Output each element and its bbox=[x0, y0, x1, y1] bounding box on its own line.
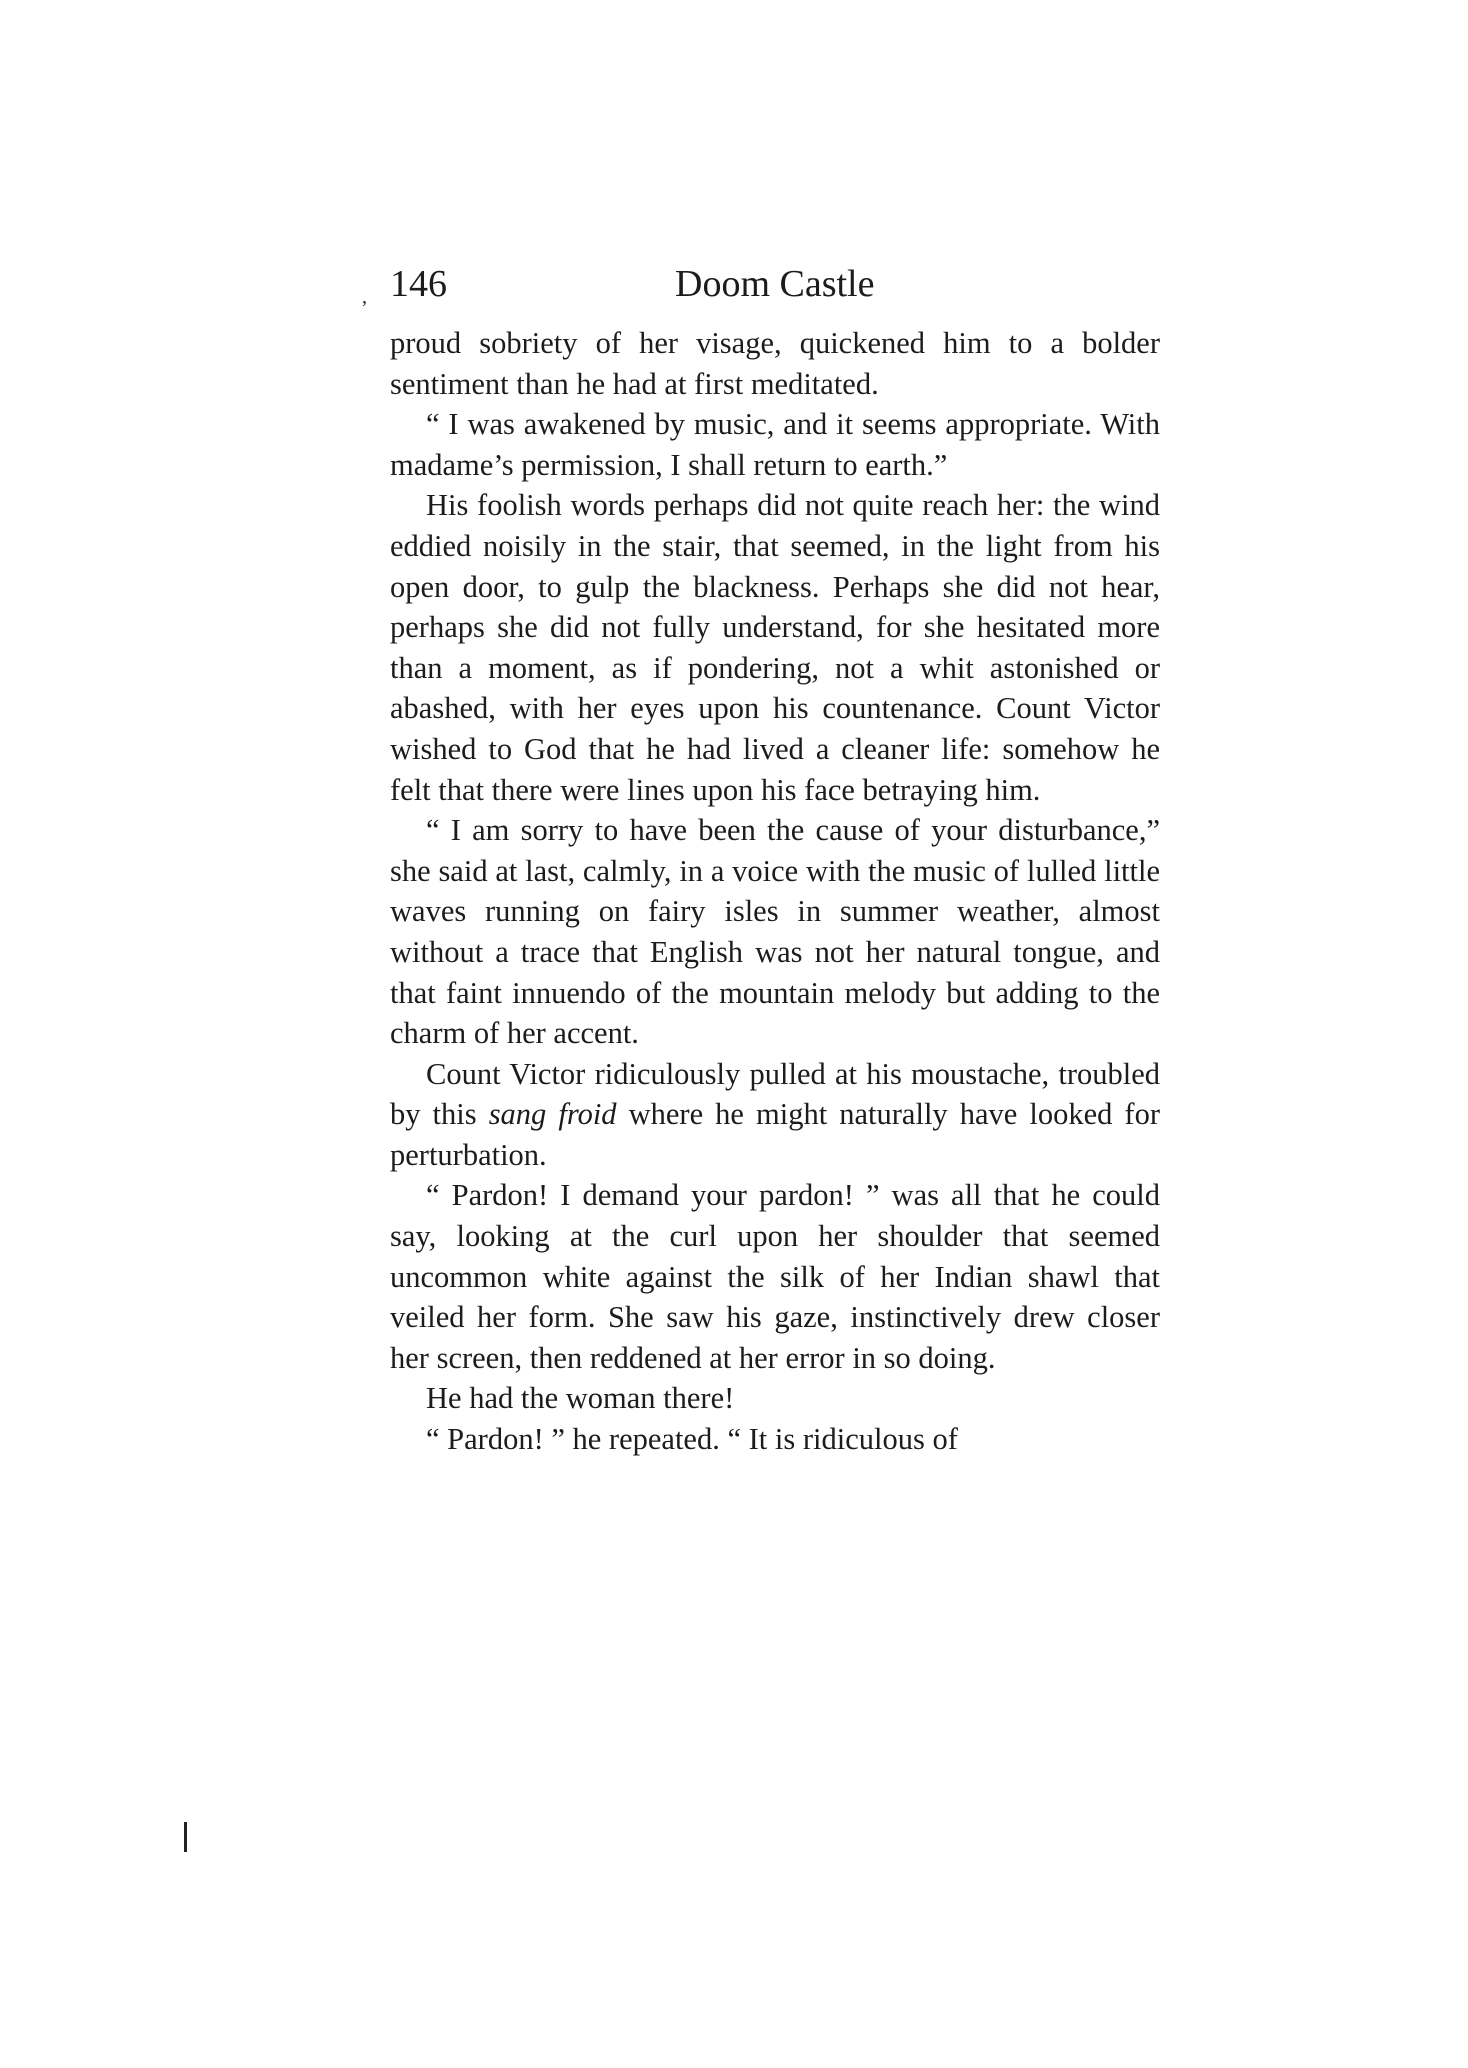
body-text bbox=[390, 323, 1160, 1460]
paragraph-4: “ I am sorry to have been the cause of your disturbance,” she said at last, calmly, in a voice with the music of lulled little waves running on fairy isles in summer weather, almost without a trace that English was not her natural tongue, and that faint innuendo of the mountain melody but adding to the charm of her accent. bbox=[390, 813, 1160, 1051]
paragraph-7: He had the woman there! bbox=[426, 1381, 735, 1416]
margin-bar-mark bbox=[184, 1822, 187, 1852]
paragraph-8: “ Pardon! ” he repeated. “ It is ridiculous of bbox=[426, 1422, 958, 1457]
paragraph-3: His foolish words perhaps did not quite reach her: the wind eddied noisily in the stair, that seemed, in the light from his open door, to gulp the blackness. Perhaps she did not hear, perhaps she did not fully understand, for she hesitated more than a moment, as if pondering, not a whit astonished or abashed, with her eyes upon his countenance. Count Victor wished to God that he had lived a cleaner life: somehow he felt that there were lines upon his face betraying him. bbox=[390, 488, 1160, 807]
italic-phrase: sang froid bbox=[488, 1097, 617, 1132]
page-header bbox=[390, 262, 1160, 322]
paragraph-5 bbox=[390, 1054, 1160, 1176]
paragraph-2: “ I was awakened by music, and it seems appropriate. With madame’s permission, I shall return to earth.” bbox=[390, 407, 1160, 482]
margin-tick-mark: , bbox=[362, 286, 367, 308]
running-title: Doom Castle bbox=[675, 263, 875, 305]
page-number: 146 bbox=[390, 263, 447, 305]
paragraph-5-text-b: where he might naturally have looked for perturbation. bbox=[390, 1097, 1160, 1172]
paragraph-1: proud sobriety of her visage, quickened him to a bolder sentiment than he had at first meditated. bbox=[390, 326, 1160, 401]
paragraph-6: “ Pardon! I demand your pardon! ” was all that he could say, looking at the curl upon her shoulder that seemed uncommon white against the silk of her Indian shawl that veiled her form. She saw his gaze, instinctively drew closer her screen, then reddened at her error in so doing. bbox=[390, 1178, 1160, 1375]
paragraph-5-text-a: Count Victor ridiculously pulled at his moustache, troubled by this bbox=[390, 1056, 1160, 1132]
